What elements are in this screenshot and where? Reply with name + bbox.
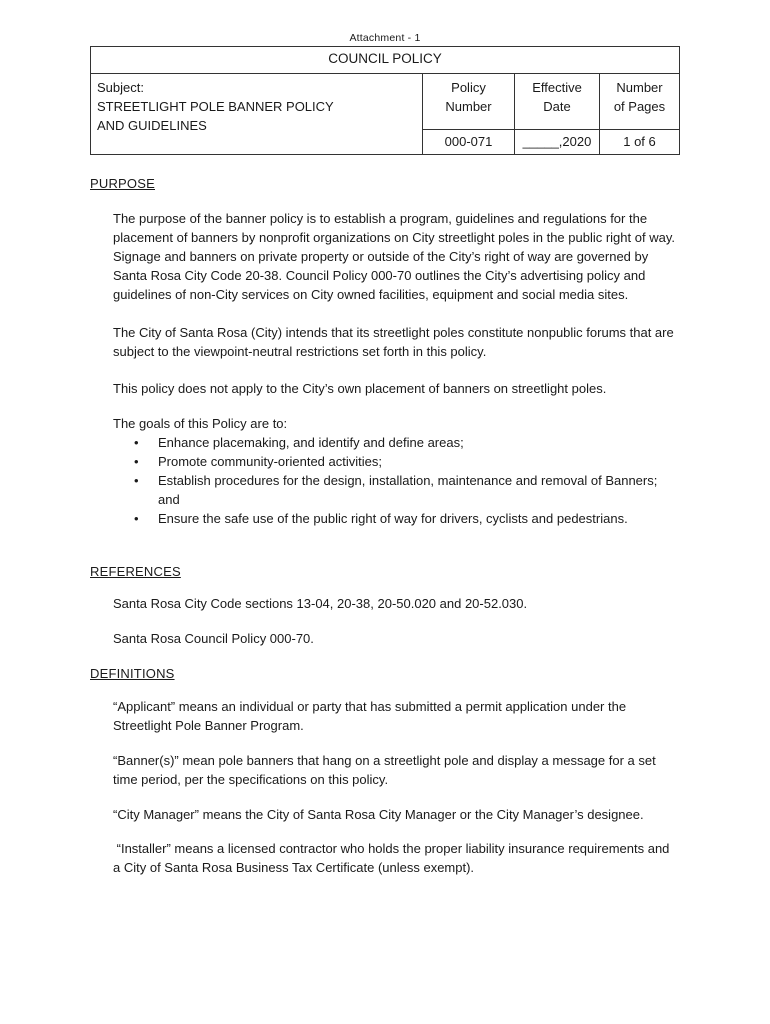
reference-1: Santa Rosa City Code sections 13-04, 20-38, 20-50.020 and 20-52.030.: [113, 596, 528, 611]
goal-item: • Promote community-oriented activities;: [134, 454, 382, 469]
policy-number-value: 000-071: [423, 130, 515, 155]
pages-value: 1 of 6: [600, 130, 680, 155]
pages-label-1: Number: [616, 80, 663, 95]
purpose-paragraph-2: The City of Santa Rosa (City) intends that its streetlight poles constitute nonpublic forums that are subject to the viewpoint-neutral restrictions set forth in this policy.: [113, 325, 674, 359]
goal-item: • Enhance placemaking, and identify and define areas;: [134, 435, 464, 450]
policy-number-header: [423, 74, 515, 130]
goals-intro: The goals of this Policy are to:: [113, 416, 288, 431]
policy-number-label-2: Number: [445, 99, 492, 114]
definition-city-manager: “City Manager” means the City of Santa Rosa City Manager or the City Manager’s designee.: [113, 807, 644, 822]
definition-installer: “Installer” means a licensed contractor who holds the proper liability insurance requirements and a City of Santa Rosa Business Tax Certificate (unless exempt).: [113, 841, 674, 875]
definition-banner: “Banner(s)” mean pole banners that hang on a streetlight pole and display a message for a set time period, per the specifications on this policy.: [113, 753, 656, 787]
council-policy-title: COUNCIL POLICY: [91, 47, 680, 74]
subject-label: Subject:: [97, 80, 144, 95]
purpose-heading: PURPOSE: [90, 176, 155, 191]
bullet-icon: •: [134, 454, 139, 469]
goal-item: • Ensure the safe use of the public right of way for drivers, cyclists and pedestrians.: [134, 511, 628, 526]
effective-date-label-2: Date: [543, 99, 571, 114]
subject-line-2: AND GUIDELINES: [97, 118, 207, 133]
pages-label-2: of Pages: [613, 99, 666, 114]
subject-line-1: STREETLIGHT POLE BANNER POLICY: [97, 99, 334, 114]
policy-header-table: [90, 46, 680, 155]
pages-header: [600, 74, 680, 130]
effective-date-value: _____,2020: [515, 130, 600, 155]
reference-2: Santa Rosa Council Policy 000-70.: [113, 631, 314, 646]
subject-cell: [91, 74, 423, 155]
bullet-icon: •: [134, 511, 139, 526]
goal-item: • Establish procedures for the design, installation, maintenance and removal of Banners; and: [134, 473, 658, 507]
document-body: [90, 176, 680, 877]
bullet-icon: •: [134, 435, 139, 450]
goals-list: [90, 433, 680, 528]
bullet-icon: •: [134, 473, 139, 488]
definitions-heading: DEFINITIONS: [90, 666, 175, 681]
purpose-paragraph-1: The purpose of the banner policy is to establish a program, guidelines and regulations for the placement of banners by nonprofit organizations on City streetlight poles in the public right of way. Signage and banners on private property or outside of the City’s right of way are governed by Santa Rosa City Code 20-38. Council Policy 000-70 outlines the City’s advertising policy and guidelines of non-City services on City owned facilities, equipment and social media sites.: [113, 211, 675, 302]
definition-applicant: “Applicant” means an individual or party that has submitted a permit application under the Streetlight Pole Banner Program.: [113, 699, 627, 733]
attachment-label: Attachment - 1: [349, 32, 421, 44]
references-heading: REFERENCES: [90, 564, 181, 579]
purpose-paragraph-3: This policy does not apply to the City’s own placement of banners on streetlight poles.: [113, 381, 607, 396]
effective-date-label-1: Effective: [532, 80, 582, 95]
policy-number-label-1: Policy: [451, 80, 486, 95]
effective-date-header: [515, 74, 600, 130]
